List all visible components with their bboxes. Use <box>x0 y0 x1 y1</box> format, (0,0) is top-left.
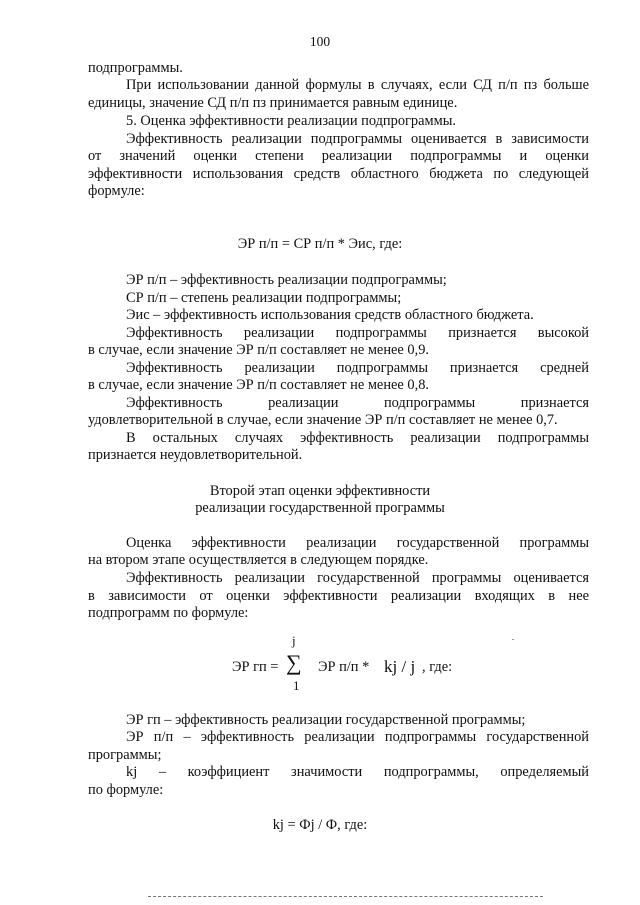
definition-line: ЭР п/п – эффективность реализации подпрограммы; <box>126 272 447 288</box>
formula-term: ЭР п/п * <box>318 659 370 675</box>
text-line: по формуле: <box>88 782 164 798</box>
definition-line: ЭР гп – эффективность реализации государственной программы; <box>126 712 526 728</box>
text-line: В остальных случаях эффективность реализации подпрограммы <box>126 430 589 446</box>
text-line: в случае, если значение ЭР п/п составляет не менее 0,8. <box>88 377 429 393</box>
sigma-symbol: ∑ <box>286 650 302 675</box>
sum-lower-limit: 1 <box>293 678 300 693</box>
text-line: Оценка эффективности реализации государственной программы <box>126 535 589 551</box>
footer-divider <box>148 896 543 897</box>
text-line: в зависимости от оценки эффективности реализации входящих в нее <box>88 588 589 604</box>
text-line: подпрограммы. <box>88 60 183 76</box>
text-line: Эффективность реализации подпрограммы признается высокой <box>126 325 589 341</box>
definition-line: Эис – эффективность использования средств областного бюджета. <box>126 307 534 323</box>
text-line: программы; <box>88 747 162 763</box>
page-number: 100 <box>309 34 331 49</box>
text-line: от значений оценки степени реализации подпрограммы и оценки <box>88 148 589 164</box>
text-line: единицы, значение СД п/п пз принимается равным единице. <box>88 95 458 111</box>
scan-mark <box>512 639 514 640</box>
formula-kj-over-j: kj / j <box>384 657 416 676</box>
formula-lhs: ЭР гп = <box>232 659 279 675</box>
sum-upper-limit: j <box>292 633 296 648</box>
text-line: в случае, если значение ЭР п/п составляет не менее 0,9. <box>88 342 429 358</box>
text-line: При использовании данной формулы в случаях, если СД п/п пз больше <box>126 77 589 93</box>
section-title: Второй этап оценки эффективности <box>209 483 431 499</box>
section-title: реализации государственной программы <box>195 500 445 516</box>
formula-kj: kj = Фj / Ф, где: <box>272 817 368 833</box>
text-line: на втором этапе осуществляется в следующем порядке. <box>88 552 429 568</box>
text-line: эффективности использования средств областного бюджета по следующей <box>88 166 589 182</box>
text-line: удовлетворительной в случае, если значение ЭР п/п составляет не менее 0,7. <box>88 412 558 428</box>
formula-er-pp: ЭР п/п = СР п/п * Эис, где: <box>237 236 403 252</box>
definition-line: ЭР п/п – эффективность реализации подпрограммы государственной <box>126 729 589 745</box>
text-line: Эффективность реализации подпрограммы признается средней <box>126 360 589 376</box>
text-line: признается неудовлетворительной. <box>88 447 303 463</box>
text-line: Эффективность реализации подпрограммы оценивается в зависимости <box>126 131 589 147</box>
definition-line: kj – коэффициент значимости подпрограммы, определяемый <box>126 764 589 780</box>
section-heading: 5. Оценка эффективности реализации подпрограммы. <box>126 113 456 129</box>
text-line: Эффективность реализации подпрограммы признается <box>126 395 589 411</box>
text-line: подпрограмм по формуле: <box>88 605 249 621</box>
text-line: формуле: <box>88 183 145 199</box>
text-line: Эффективность реализации государственной программы оценивается <box>126 570 589 586</box>
formula-tail: , где: <box>422 659 453 675</box>
definition-line: СР п/п – степень реализации подпрограммы; <box>126 290 402 306</box>
